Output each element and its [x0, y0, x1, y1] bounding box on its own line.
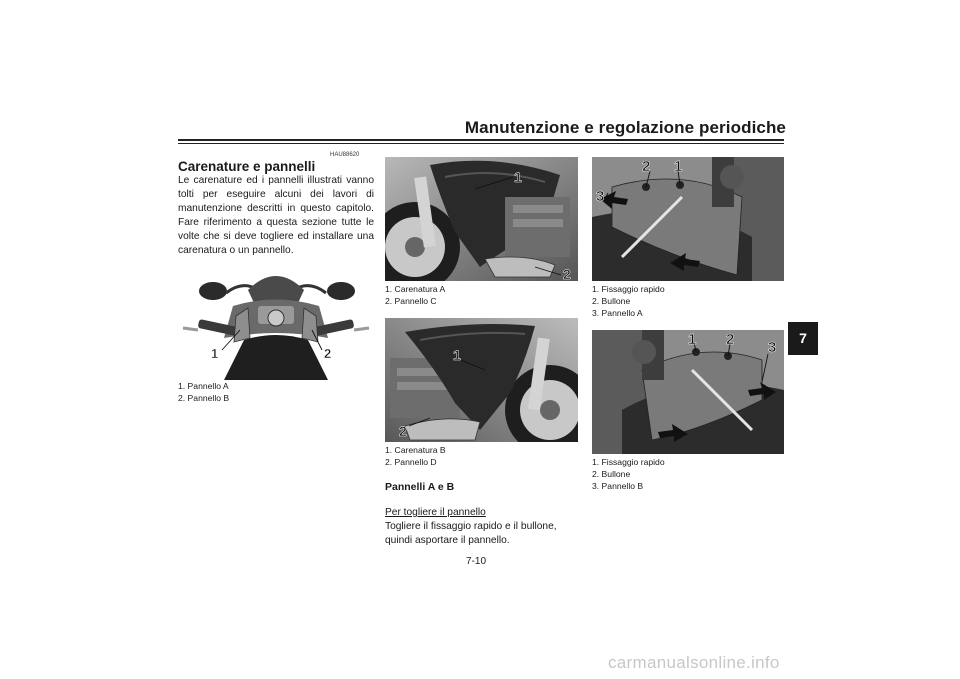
callout-1: 1 [674, 158, 683, 175]
section-code: HAU88620 [330, 152, 360, 158]
page-header-title: Manutenzione e regolazione periodiche [464, 118, 786, 137]
caption-item: 3. Pannello B [592, 481, 644, 491]
callout-1: 1 [453, 347, 461, 363]
callout-1: 1 [688, 331, 697, 348]
page-number: 7-10 [466, 556, 487, 567]
caption-item: 2. Pannello D [385, 457, 437, 467]
fairing-left-figure [385, 157, 578, 281]
caption-item: 1. Fissaggio rapido [592, 284, 665, 294]
caption-item: 1. Fissaggio rapido [592, 457, 665, 467]
procedure-label: Per togliere il pannello [385, 507, 486, 518]
panel-b-caption [592, 456, 665, 492]
fairing-right-caption [385, 444, 446, 468]
caption-item: 2. Pannello C [385, 296, 437, 306]
subheading: Pannelli A e B [385, 481, 455, 493]
section-title: Carenature e pannelli [178, 159, 316, 174]
chapter-tab[interactable]: 7 [788, 322, 818, 355]
callout-2: 2 [726, 331, 735, 348]
caption-item: 2. Pannello B [178, 393, 230, 403]
callout-3: 3 [596, 188, 605, 205]
section-paragraph: Le carenature ed i pannelli illustrati vanno tolti per eseguire alcuni dei lavori di manutenzione descritti in questo capitolo. Fare riferimento a questa sezione tutte le volte che si deve togliere ed installare una carenatura o un pannello. [178, 175, 374, 256]
callout-1: 1 [514, 169, 522, 185]
handlebar-caption [178, 380, 229, 404]
caption-item: 2. Bullone [592, 469, 631, 479]
procedure-text: Togliere il fissaggio rapido e il bullone, quindi asportare il pannello. [385, 521, 557, 546]
fairing-left-caption [385, 283, 445, 307]
callout-2: 2 [324, 346, 332, 361]
header-rule-thin [178, 143, 784, 144]
panel-a-figure [592, 157, 784, 281]
caption-item: 3. Pannello A [592, 308, 643, 318]
callout-1: 1 [211, 346, 219, 361]
caption-item: 1. Carenatura B [385, 445, 446, 455]
callout-2: 2 [399, 423, 407, 439]
handlebar-figure [178, 268, 374, 380]
fairing-right-figure [385, 318, 578, 442]
callout-2: 2 [642, 158, 651, 175]
watermark: carmanualsonline.info [608, 653, 780, 672]
caption-item: 1. Pannello A [178, 381, 229, 391]
header-rule [178, 139, 784, 141]
caption-item: 2. Bullone [592, 296, 631, 306]
panel-a-caption [592, 283, 665, 319]
callout-2: 2 [563, 266, 571, 281]
panel-b-figure [592, 330, 784, 454]
callout-3: 3 [768, 339, 777, 356]
caption-item: 1. Carenatura A [385, 284, 446, 294]
